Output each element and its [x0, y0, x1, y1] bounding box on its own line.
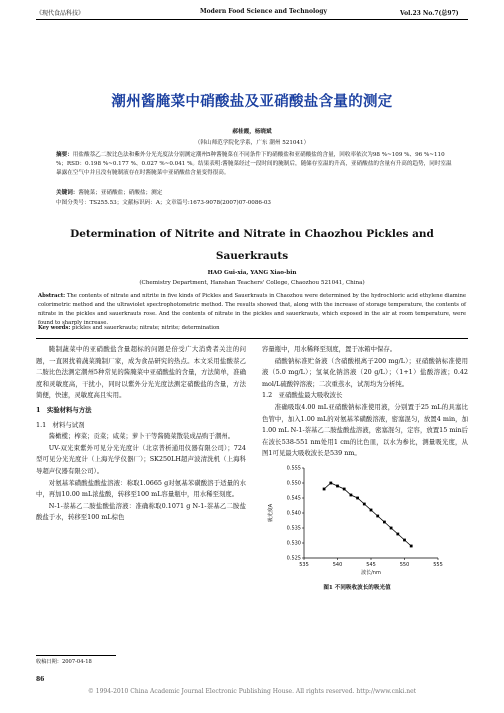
abstract-rule [36, 338, 468, 339]
title-cn: 潮州酱腌菜中硝酸盐及亚硝酸盐含量的测定 [111, 94, 393, 110]
abstract-cn-text: 用盐酸萘乙二胺比色法和紫外分光光度法分别测定潮州5种酱腌菜在不同条件下的硝酸盐和亚硝酸盐的含量，回收率依次为98 %~109 %、96 %~110 %；RSD：0.198 %~0.177 %、0.027 %~0.041 %。结果表明:酱腌菜经过一段时间的腌制后，随储存室温的升高，亚硝酸盐的含量有升高的趋势，同时室温暴露在空气中并且没有腌制液存在时酱腌菜中亚硝酸盐含量变得很高。 [56, 152, 452, 176]
y-tick-label: 0.550 [286, 480, 301, 487]
data-point [396, 533, 399, 536]
right-column [262, 344, 468, 460]
instruments-paragraph: UV-双光束紫外可见分光光度计（北京普析通用仪器有限公司）；724型可见分光光度计（上海光学仪器厂）；SK250LH超声波清洗机（上海科导超声仪器有限公司）。 [36, 443, 246, 475]
x-axis-label: 波长/nm [361, 570, 381, 576]
keywords-cn-text: 酱腌菜；亚硝酸盐；硝酸盐；测定 [78, 190, 163, 196]
series-line [324, 483, 411, 546]
footnote-rule [36, 655, 116, 656]
title-en-line1: Determination of Nitrite and Nitrate in Chaozhou Pickles and [70, 228, 434, 240]
journal-name-cn: 《现代食品科技》 [36, 10, 85, 17]
keywords-en-label: Key words: [38, 325, 71, 331]
abstract-en [38, 292, 466, 328]
data-point [329, 482, 332, 485]
data-point [356, 497, 359, 500]
x-tick-label: 545 [366, 562, 376, 568]
section-1-2-heading: 1.2 亚硝酸盐最大吸收波长 [262, 391, 343, 400]
data-point [336, 485, 339, 488]
abstract-cn [56, 151, 456, 178]
header-rule [36, 19, 468, 20]
classification: 中图分类号：TS255.53；文献标识码：A；文章篇号:1673-9078(2007)07-0086-03 [56, 200, 271, 206]
y-tick-label: 0.555 [286, 465, 301, 472]
keywords-en [38, 324, 466, 333]
y-tick-label: 0.545 [286, 495, 301, 502]
data-point [383, 521, 386, 524]
abstract-cn-label: 摘要： [56, 152, 73, 158]
y-tick-label: 0.525 [286, 555, 301, 562]
figure-1 [262, 464, 452, 576]
figure-1-caption: 图1 不同吸收波长的吸光值 [323, 585, 391, 591]
x-tick-label: 540 [332, 562, 343, 568]
x-tick-label: 550 [399, 562, 410, 568]
journal-volume: Vol.23 No.7(总97) [400, 10, 459, 17]
received-date: 收稿日期：2007-04-18 [36, 659, 92, 665]
data-point [323, 488, 326, 491]
right-paragraph-2: 硝酸钠标准贮备液（含硝酸根离子200 mg/L）；亚硝酸钠标准使用液（5.0 mg/L）；氢氧化钠溶液（20 g/L）；（1+1）盐酸溶液；0.42 mol/L硫酸锌溶液；二次重蒸水，试剂均为分析纯。 [262, 356, 468, 388]
keywords-en-text: pickles and sauerkrauts; nitrate; nitrite; determination [72, 325, 220, 331]
title-en [30, 223, 474, 267]
keywords-cn-label: 关键词： [56, 190, 79, 196]
data-point [376, 515, 379, 518]
abstract-en-text: The contents of nitrate and nitrite in five kinds of Pickles and Sauerkrauts in Chaozhou were determined by the hydrochloric acid ethylene diamine colorimetric method and the ultraviolet spectrophotometric method. The results showed that, along with the increase of storage temperature, the contents of nitrate in the pickles and sauerkrauts rose. And the contents of nitrate in the pickles and sauerkrauts, which exposed in the air at room temperature, were found to sharply increase. [38, 293, 466, 326]
authors-cn: 郝桂霞，杨晓斌 [232, 129, 272, 135]
y-tick-label: 0.540 [286, 510, 301, 517]
data-point [410, 545, 413, 548]
data-point [343, 488, 346, 491]
copyright-footer: © 1994-2010 China Academic Journal Electronic Publishing House. All rights reserved. http://www.cnki.net [87, 688, 417, 695]
journal-name-en: Modern Food Science and Technology [200, 8, 327, 15]
section-1-1-heading: 1.1 材料与试剂 [36, 420, 85, 429]
y-axis-label: 吸光度A [268, 503, 274, 523]
title-en-line2: Sauerkrauts [215, 250, 289, 262]
data-point [370, 509, 373, 512]
data-point [363, 503, 366, 506]
reagent-paragraph-1: 对氨基苯磺酸盐酸盐溶液：称取1.0665 g对氨基苯磺酸溶于适量的水中，再加10.00 mL浓盐酸，转移至100 mL容量瓶中，用水稀至刻度。 [36, 478, 246, 499]
right-paragraph-1: 容量瓶中，用水稀释至刻度，置于冰箱中保存。 [262, 345, 397, 353]
intro-paragraph: 腌制蔬菜中的亚硝酸盐含量超标的问题是倍受广大消费者关注的问题，一直困扰着蔬菜腌制厂家，成为食品研究的热点。本文采用盐酸萘乙二胺比色法测定潮州5种常见的酱腌菜中亚硝酸盐的含量，方法简单，准确度和灵敏度高，干扰小，同时以紫外分光光度法测定硝酸盐的含量，方法简便，快速，灵敏度高且实用。 [36, 345, 246, 400]
y-tick-label: 0.535 [286, 525, 301, 532]
abstract-en-label: Abstract: [38, 293, 66, 299]
page-number: 86 [36, 676, 45, 683]
affiliation-cn: （韩山师范学院化学系，广东 潮州 521041） [194, 140, 310, 146]
affiliation-en: (Chemistry Department, Hanshan Teachers' College, Chaozhou 521041, China) [139, 280, 365, 286]
data-point [350, 494, 353, 497]
reagent-paragraph-2: N-1-萘基乙二胺盐酸盐溶液：准确称取0.1071 g N-1-萘基乙二胺盐酸盐于水，转移至100 mL棕色 [36, 501, 246, 522]
materials-paragraph: 酱橄榄；榨菜；贡菜；咸菜；萝卜干等酱腌菜散装成品购于潮州。 [48, 432, 235, 441]
section-1-heading: 1 实验材料与方法 [36, 405, 92, 414]
y-tick-label: 0.530 [286, 540, 301, 547]
data-point [403, 539, 406, 542]
left-column [36, 344, 246, 524]
x-tick-label: 555 [433, 562, 443, 568]
data-point [390, 527, 393, 530]
absorbance-chart [262, 464, 452, 582]
right-paragraph-3: 准确吸取4.00 mL亚硝酸钠标准使用液，分别置于25 mL的具塞比色管中，加入1.00 mL的对氨基苯磺酸溶液，密塞混匀，放置4 min，加1.00 mL N-1-萘基乙二胺盐酸盐溶液，密塞混匀，定容，放置15 min后在波长538-551 nm处用1 cm的比色皿，以水为参比，测量吸光度，从图1可见最大吸收波长是539 nm。 [262, 402, 468, 458]
keywords-cn [56, 189, 456, 198]
authors-en: HAO Gui-xia, YANG Xiao-bin [207, 270, 297, 276]
x-tick-label: 535 [299, 562, 309, 568]
